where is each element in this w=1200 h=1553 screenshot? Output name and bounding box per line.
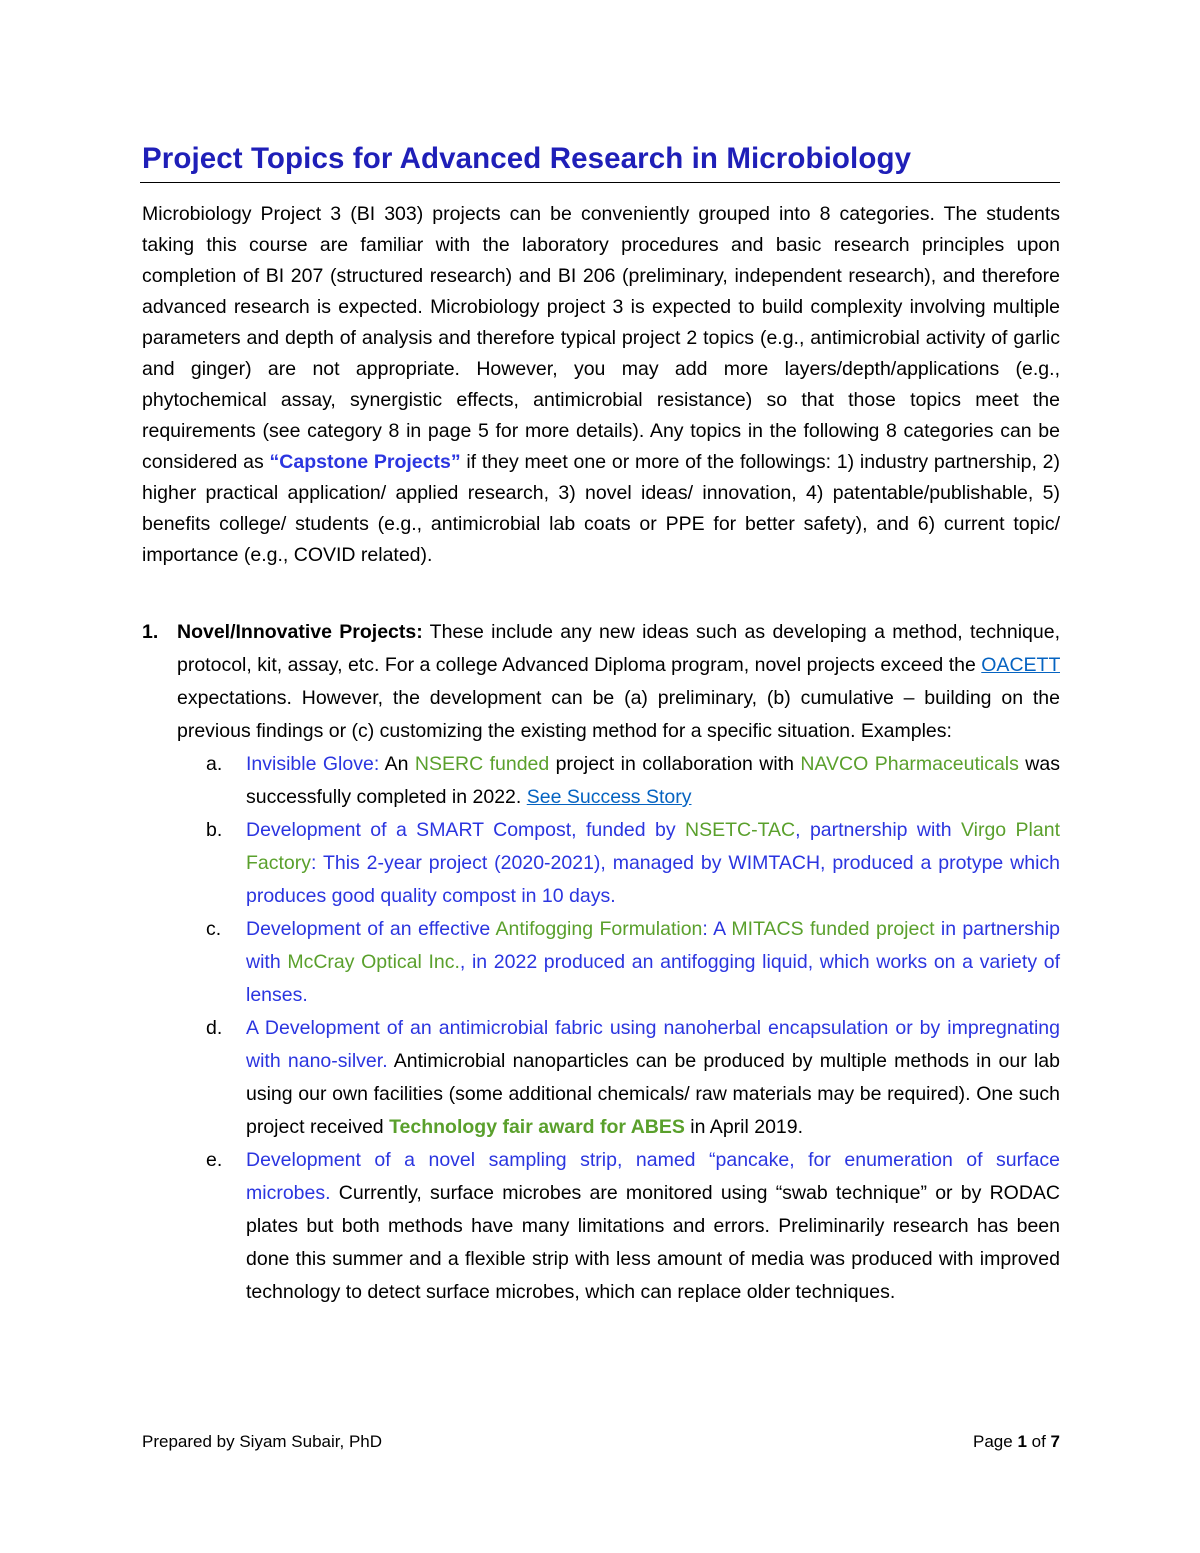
item-letter: e. (206, 1149, 223, 1171)
capstone-projects-highlight: “Capstone Projects” (269, 451, 461, 473)
product-highlight: Antifogging Formulation (495, 918, 703, 940)
funder-highlight: NSERC funded (414, 753, 550, 775)
list-item (206, 748, 1060, 814)
examples-list (206, 748, 1060, 1309)
list-item (206, 814, 1060, 913)
total-pages: 7 (1050, 1432, 1060, 1451)
page-of: of (1026, 1432, 1051, 1451)
list-item (206, 1012, 1060, 1144)
item-text: was successfully completed in 2022. (246, 753, 1060, 808)
item-title: : A (702, 918, 732, 940)
current-page: 1 (1017, 1432, 1027, 1451)
item-text: Antimicrobial nanoparticles can be produced by multiple methods in our lab using our own facilities (some additional chemicals/ raw materials may be required). One such project received (246, 1050, 1060, 1138)
footer-page-number (973, 1432, 1060, 1452)
item-text: Currently, surface microbes are monitored using “swab technique” or by RODAC plates but both methods have many limitations and errors. Preliminarily research has been done this summer and a flexible strip with less amount of media was produced with improved technology to detect surface microbes, which can replace older techniques. (246, 1182, 1060, 1303)
title-underline (140, 182, 1060, 183)
item-letter: d. (206, 1017, 223, 1039)
section-heading: Novel/Innovative Projects: (177, 621, 423, 643)
item-title: , in 2022 produced an antifogging liquid, which works on a variety of lenses. (246, 951, 1060, 1006)
item-text: in April 2019. (684, 1116, 804, 1138)
section-novel-projects (142, 616, 1060, 1309)
item-text: An (379, 753, 415, 775)
item-title: , partnership with (795, 819, 961, 841)
page-title: Project Topics for Advanced Research in Microbiology (142, 142, 912, 175)
oacett-link[interactable]: OACETT (981, 654, 1060, 676)
item-letter: a. (206, 753, 223, 775)
item-text: project in collaboration with (549, 753, 801, 775)
partner-highlight: McCray Optical Inc. (287, 951, 460, 973)
item-title: : This 2-year project (2020-2021), managed by WIMTACH, produced a protype which produces good quality compost in 10 days. (246, 852, 1060, 907)
partner-highlight: NAVCO Pharmaceuticals (800, 753, 1019, 775)
list-item (206, 913, 1060, 1012)
funder-highlight: NSETC-TAC (685, 819, 796, 841)
success-story-link[interactable]: See Success Story (526, 786, 692, 808)
page-footer (142, 1432, 1060, 1452)
item-title: Development of an effective (246, 918, 496, 940)
section-text-b: expectations. However, the development can be (a) preliminary, (b) cumulative – building on the previous findings or (c) customizing the existing method for a specific situation. Examples: (177, 687, 1060, 742)
partner-highlight: Virgo Plant Factory (246, 819, 1060, 874)
intro-paragraph (142, 199, 1060, 571)
footer-author: Prepared by Siyam Subair, PhD (142, 1432, 383, 1451)
item-title: A Development of an antimicrobial fabric using nanoherbal encapsulation or by impregnating with nano-silver. (246, 1017, 1060, 1072)
item-title: Invisible Glove: (246, 753, 380, 775)
award-highlight: Technology fair award for ABES (389, 1116, 685, 1138)
list-item (206, 1144, 1060, 1309)
section-text-a: These include any new ideas such as developing a method, technique, protocol, kit, assay, etc. For a college Advanced Diploma program, novel projects exceed the (177, 621, 1060, 676)
item-letter: c. (206, 918, 222, 940)
section-number: 1. (142, 621, 159, 643)
item-letter: b. (206, 819, 223, 841)
funder-highlight: MITACS funded project (731, 918, 935, 940)
page-label: Page (973, 1432, 1018, 1451)
item-title: in partnership with (246, 918, 1060, 973)
section-body (177, 616, 1060, 748)
item-title: Development of a novel sampling strip, named “pancake, for enumeration of surface microbes. (246, 1149, 1060, 1204)
intro-text-2: if they meet one or more of the followings: 1) industry partnership, 2) higher practical application/ applied research, 3) novel ideas/ innovation, 4) patentable/publishable, 5) benefits college/ students (e.g., antimicrobial lab coats or PPE for better safety), and 6) current topic/ importance (e.g., COVID related). (142, 451, 1061, 566)
intro-text-1: Microbiology Project 3 (BI 303) projects can be conveniently grouped into 8 categories. The students taking this course are familiar with the laboratory procedures and basic research principles upon completion of BI 207 (structured research) and BI 206 (preliminary, independent research), and therefore advanced research is expected. Microbiology project 3 is expected to build complexity involving multiple parameters and depth of analysis and therefore typical project 2 topics (e.g., antimicrobial activity of garlic and ginger) are not appropriate. However, you may add more layers/depth/applications (e.g., phytochemical assay, synergistic effects, antimicrobial resistance) so that those topics meet the requirements (see category 8 in page 5 for more details). Any topics in the following 8 categories can be considered as (142, 203, 1060, 473)
item-title: Development of a SMART Compost, funded by (246, 819, 685, 841)
